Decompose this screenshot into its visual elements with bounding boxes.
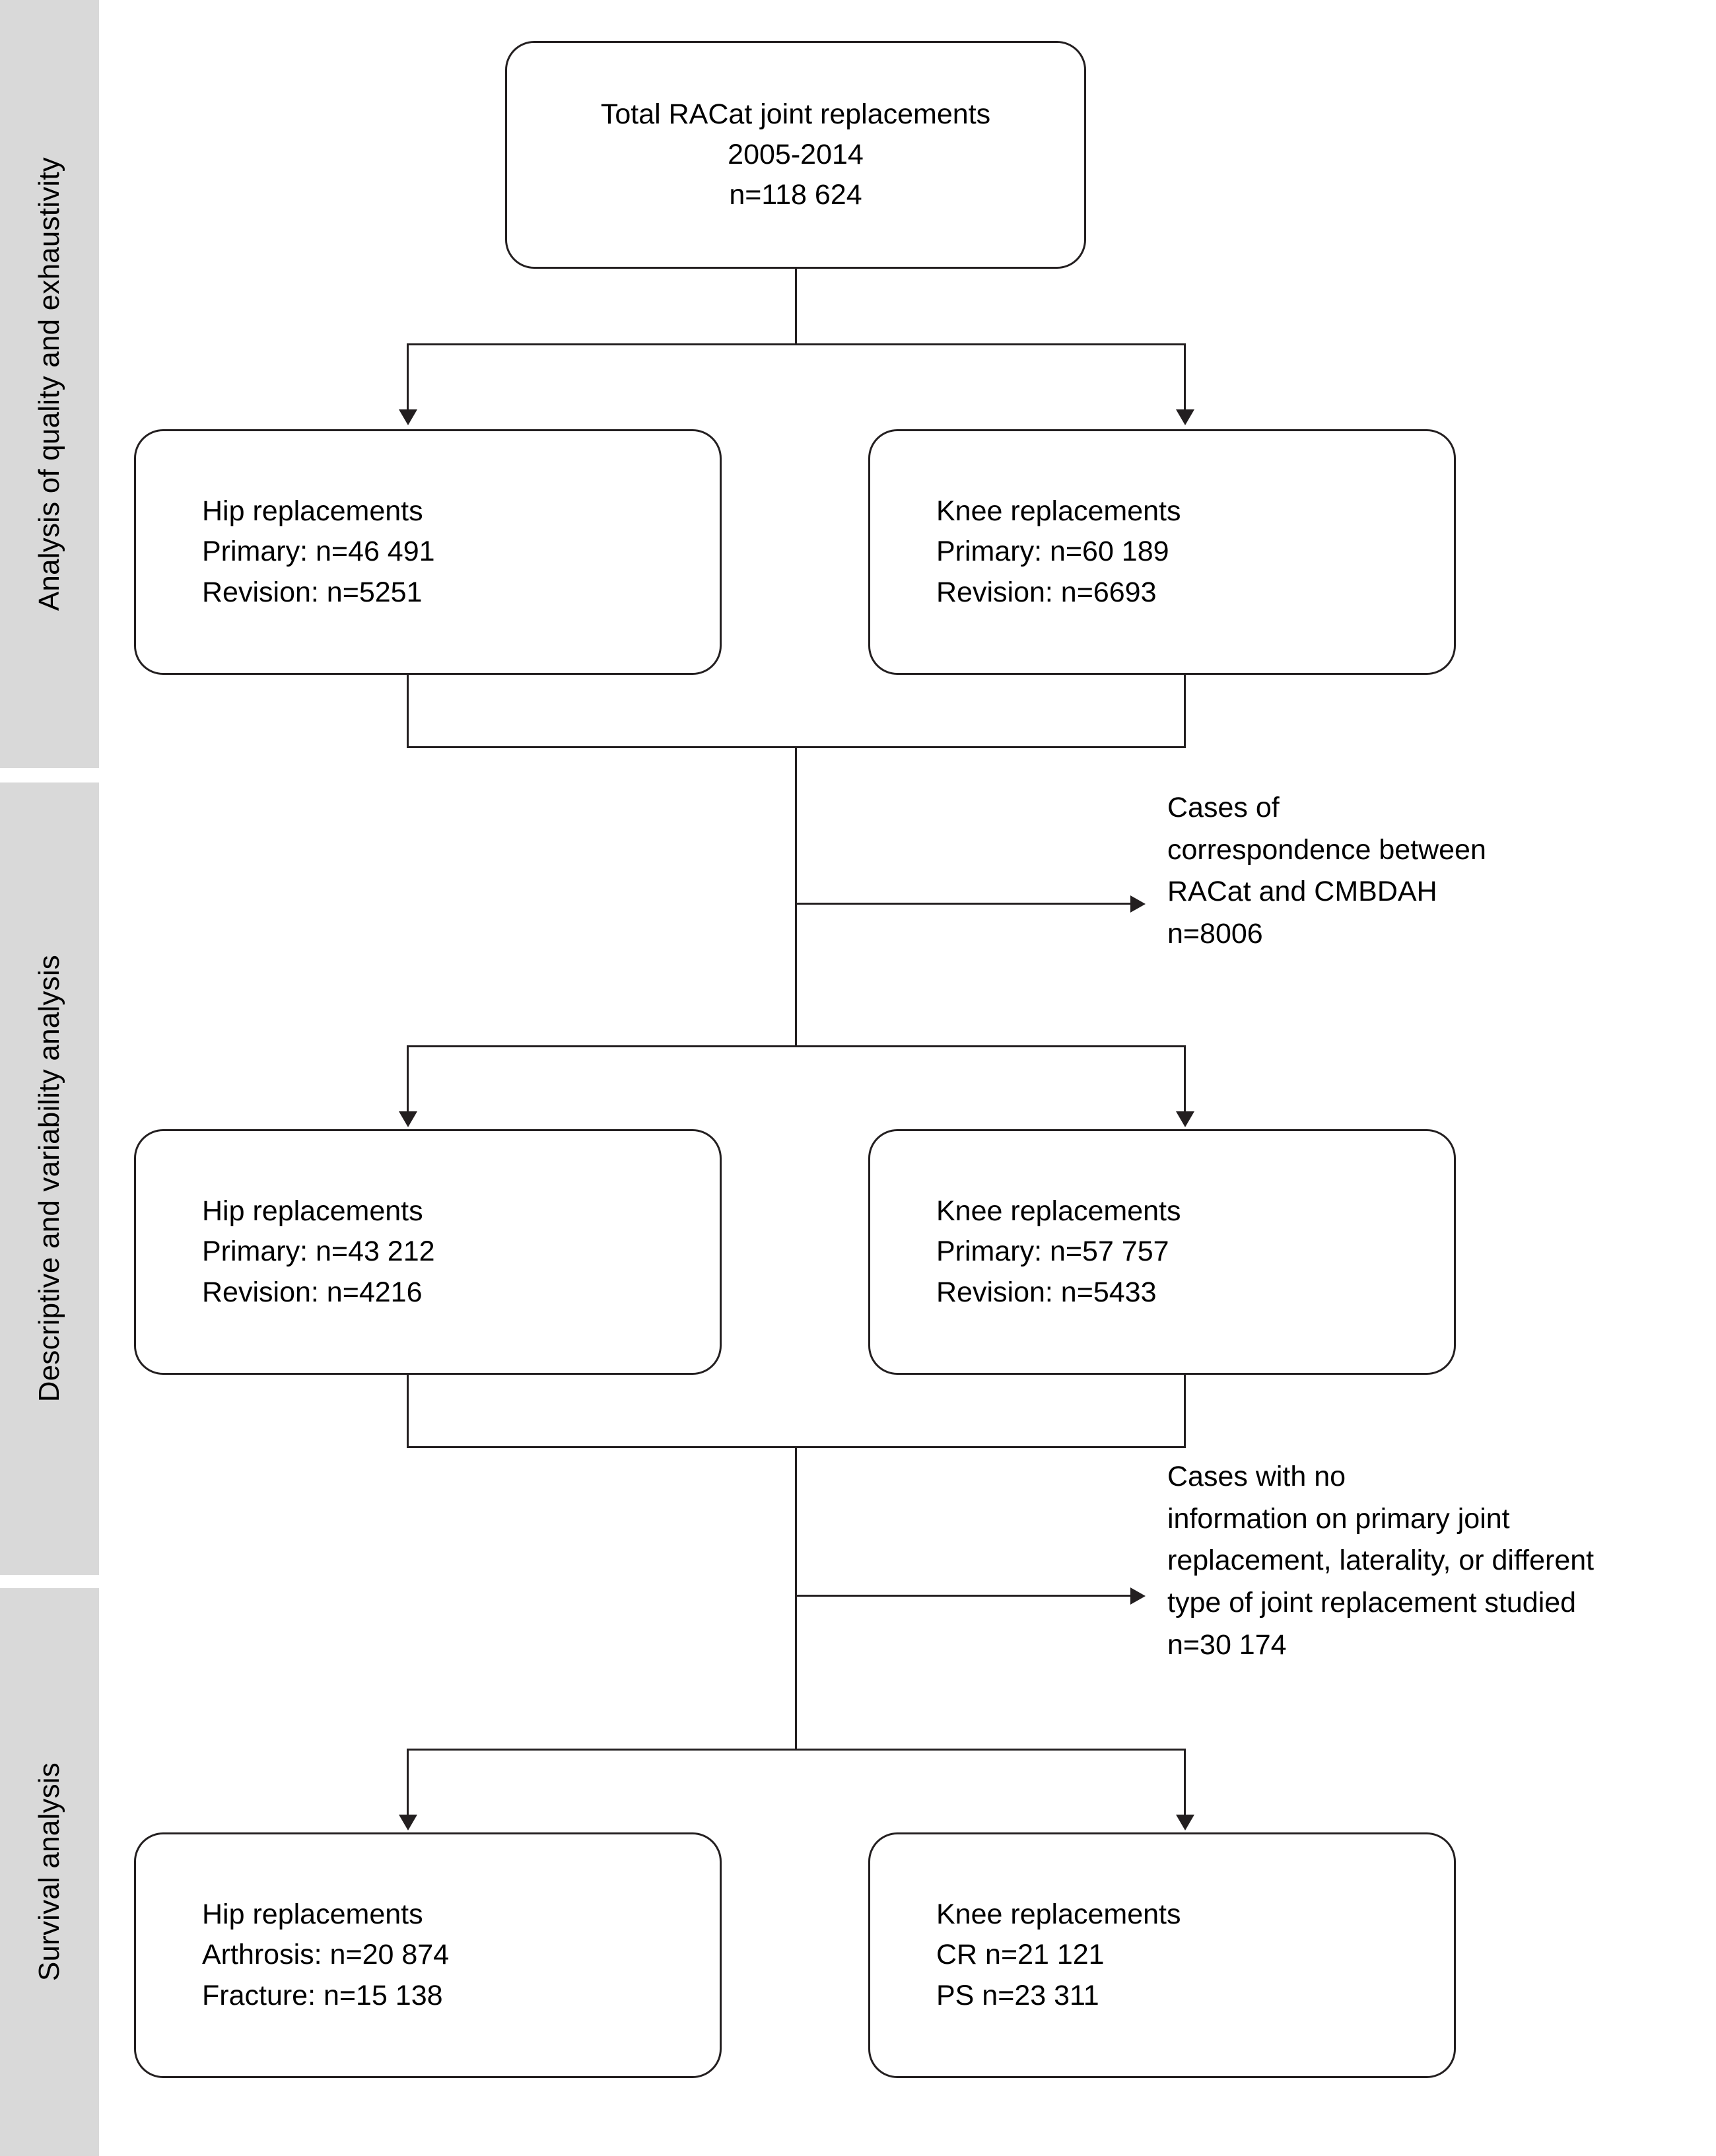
connector-hip1-down xyxy=(407,675,409,748)
exclusion-note-1-line-4: n=8006 xyxy=(1167,917,1263,950)
stage-band-survival xyxy=(0,1588,99,2156)
connector-level2-split xyxy=(407,1045,1186,1047)
connector-knee2-down xyxy=(1184,1375,1186,1447)
exclusion-note-1-line-1: Cases of xyxy=(1167,792,1280,823)
connector-hip2-down xyxy=(407,1375,409,1447)
node-knee3-line-3: PS n=23 311 xyxy=(936,1979,1099,2011)
connector-split-to-knee2 xyxy=(1184,1045,1186,1115)
connector-knee1-down xyxy=(1184,675,1186,748)
node-knee3-line-2: CR n=21 121 xyxy=(936,1939,1105,1971)
arrow-root-to-hip1 xyxy=(399,409,417,425)
node-hip1-line-3: Revision: n=5251 xyxy=(202,576,423,608)
node-knee-replacements-quality xyxy=(868,429,1456,675)
connector-split-to-hip2 xyxy=(407,1045,409,1115)
node-hip3-line-1: Hip replacements xyxy=(202,1898,423,1931)
node-hip-replacements-descriptive xyxy=(134,1129,722,1375)
node-hip3-line-3: Fracture: n=15 138 xyxy=(202,1979,443,2011)
node-knee2-line-1: Knee replacements xyxy=(936,1195,1181,1228)
connector-split-to-knee3 xyxy=(1184,1749,1186,1818)
stage-band-quality xyxy=(0,0,99,768)
connector-trunk-2 xyxy=(795,1446,797,1750)
node-hip1-line-2: Primary: n=46 491 xyxy=(202,536,435,568)
node-hip2-line-2: Primary: n=43 212 xyxy=(202,1235,435,1268)
node-total-joint-replacements xyxy=(505,41,1086,269)
arrow-exclusion-1 xyxy=(1130,895,1146,913)
arrow-split-to-knee3 xyxy=(1176,1815,1194,1830)
connector-exclusion-1 xyxy=(795,903,1132,905)
exclusion-note-2 xyxy=(1167,1456,1715,1666)
exclusion-note-2-line-2: information on primary joint xyxy=(1167,1502,1510,1535)
stage-band-quality-label: Analysis of quality and exhaustivity xyxy=(33,156,65,611)
connector-trunk-1 xyxy=(795,746,797,1047)
exclusion-note-1-line-2: correspondence between xyxy=(1167,833,1486,866)
node-hip1-line-1: Hip replacements xyxy=(202,495,423,528)
arrow-split-to-hip3 xyxy=(399,1815,417,1830)
node-total-line-3: n=118 624 xyxy=(729,179,862,211)
node-hip2-line-1: Hip replacements xyxy=(202,1195,423,1228)
node-total-line-2: 2005-2014 xyxy=(728,138,864,170)
exclusion-note-2-line-1: Cases with no xyxy=(1167,1461,1346,1492)
node-knee1-line-1: Knee replacements xyxy=(936,495,1181,528)
node-knee1-line-3: Revision: n=6693 xyxy=(936,576,1157,608)
node-knee2-line-2: Primary: n=57 757 xyxy=(936,1235,1169,1268)
connector-root-to-hip1 xyxy=(407,343,409,413)
stage-band-survival-label: Survival analysis xyxy=(33,1762,65,1982)
node-knee3-line-1: Knee replacements xyxy=(936,1898,1181,1931)
connector-exclusion-2 xyxy=(795,1595,1132,1597)
arrow-exclusion-2 xyxy=(1130,1587,1146,1605)
arrow-split-to-knee2 xyxy=(1176,1111,1194,1127)
stage-band-descriptive xyxy=(0,782,99,1575)
node-hip2-line-3: Revision: n=4216 xyxy=(202,1276,423,1308)
arrow-split-to-hip2 xyxy=(399,1111,417,1127)
exclusion-note-1-line-3: RACat and CMBDAH xyxy=(1167,876,1437,908)
node-knee-replacements-survival xyxy=(868,1832,1456,2078)
exclusion-note-2-line-5: n=30 174 xyxy=(1167,1628,1287,1661)
connector-root-split xyxy=(407,343,1186,345)
node-hip-replacements-survival xyxy=(134,1832,722,2078)
node-knee1-line-2: Primary: n=60 189 xyxy=(936,536,1169,568)
connector-root-stem xyxy=(795,269,797,345)
stage-band-descriptive-label: Descriptive and variability analysis xyxy=(33,955,65,1403)
node-hip3-line-2: Arthrosis: n=20 874 xyxy=(202,1939,450,1971)
node-hip-replacements-quality xyxy=(134,429,722,675)
exclusion-note-1 xyxy=(1167,787,1682,956)
exclusion-note-2-line-3: replacement, laterality, or different xyxy=(1167,1545,1595,1577)
node-total-line-1: Total RACat joint replacements xyxy=(600,98,991,130)
exclusion-note-2-line-4: type of joint replacement studied xyxy=(1167,1586,1577,1618)
arrow-root-to-knee1 xyxy=(1176,409,1194,425)
node-knee-replacements-descriptive xyxy=(868,1129,1456,1375)
connector-split-to-hip3 xyxy=(407,1749,409,1818)
node-knee2-line-3: Revision: n=5433 xyxy=(936,1276,1157,1308)
connector-root-to-knee1 xyxy=(1184,343,1186,413)
connector-level3-split xyxy=(407,1749,1186,1751)
